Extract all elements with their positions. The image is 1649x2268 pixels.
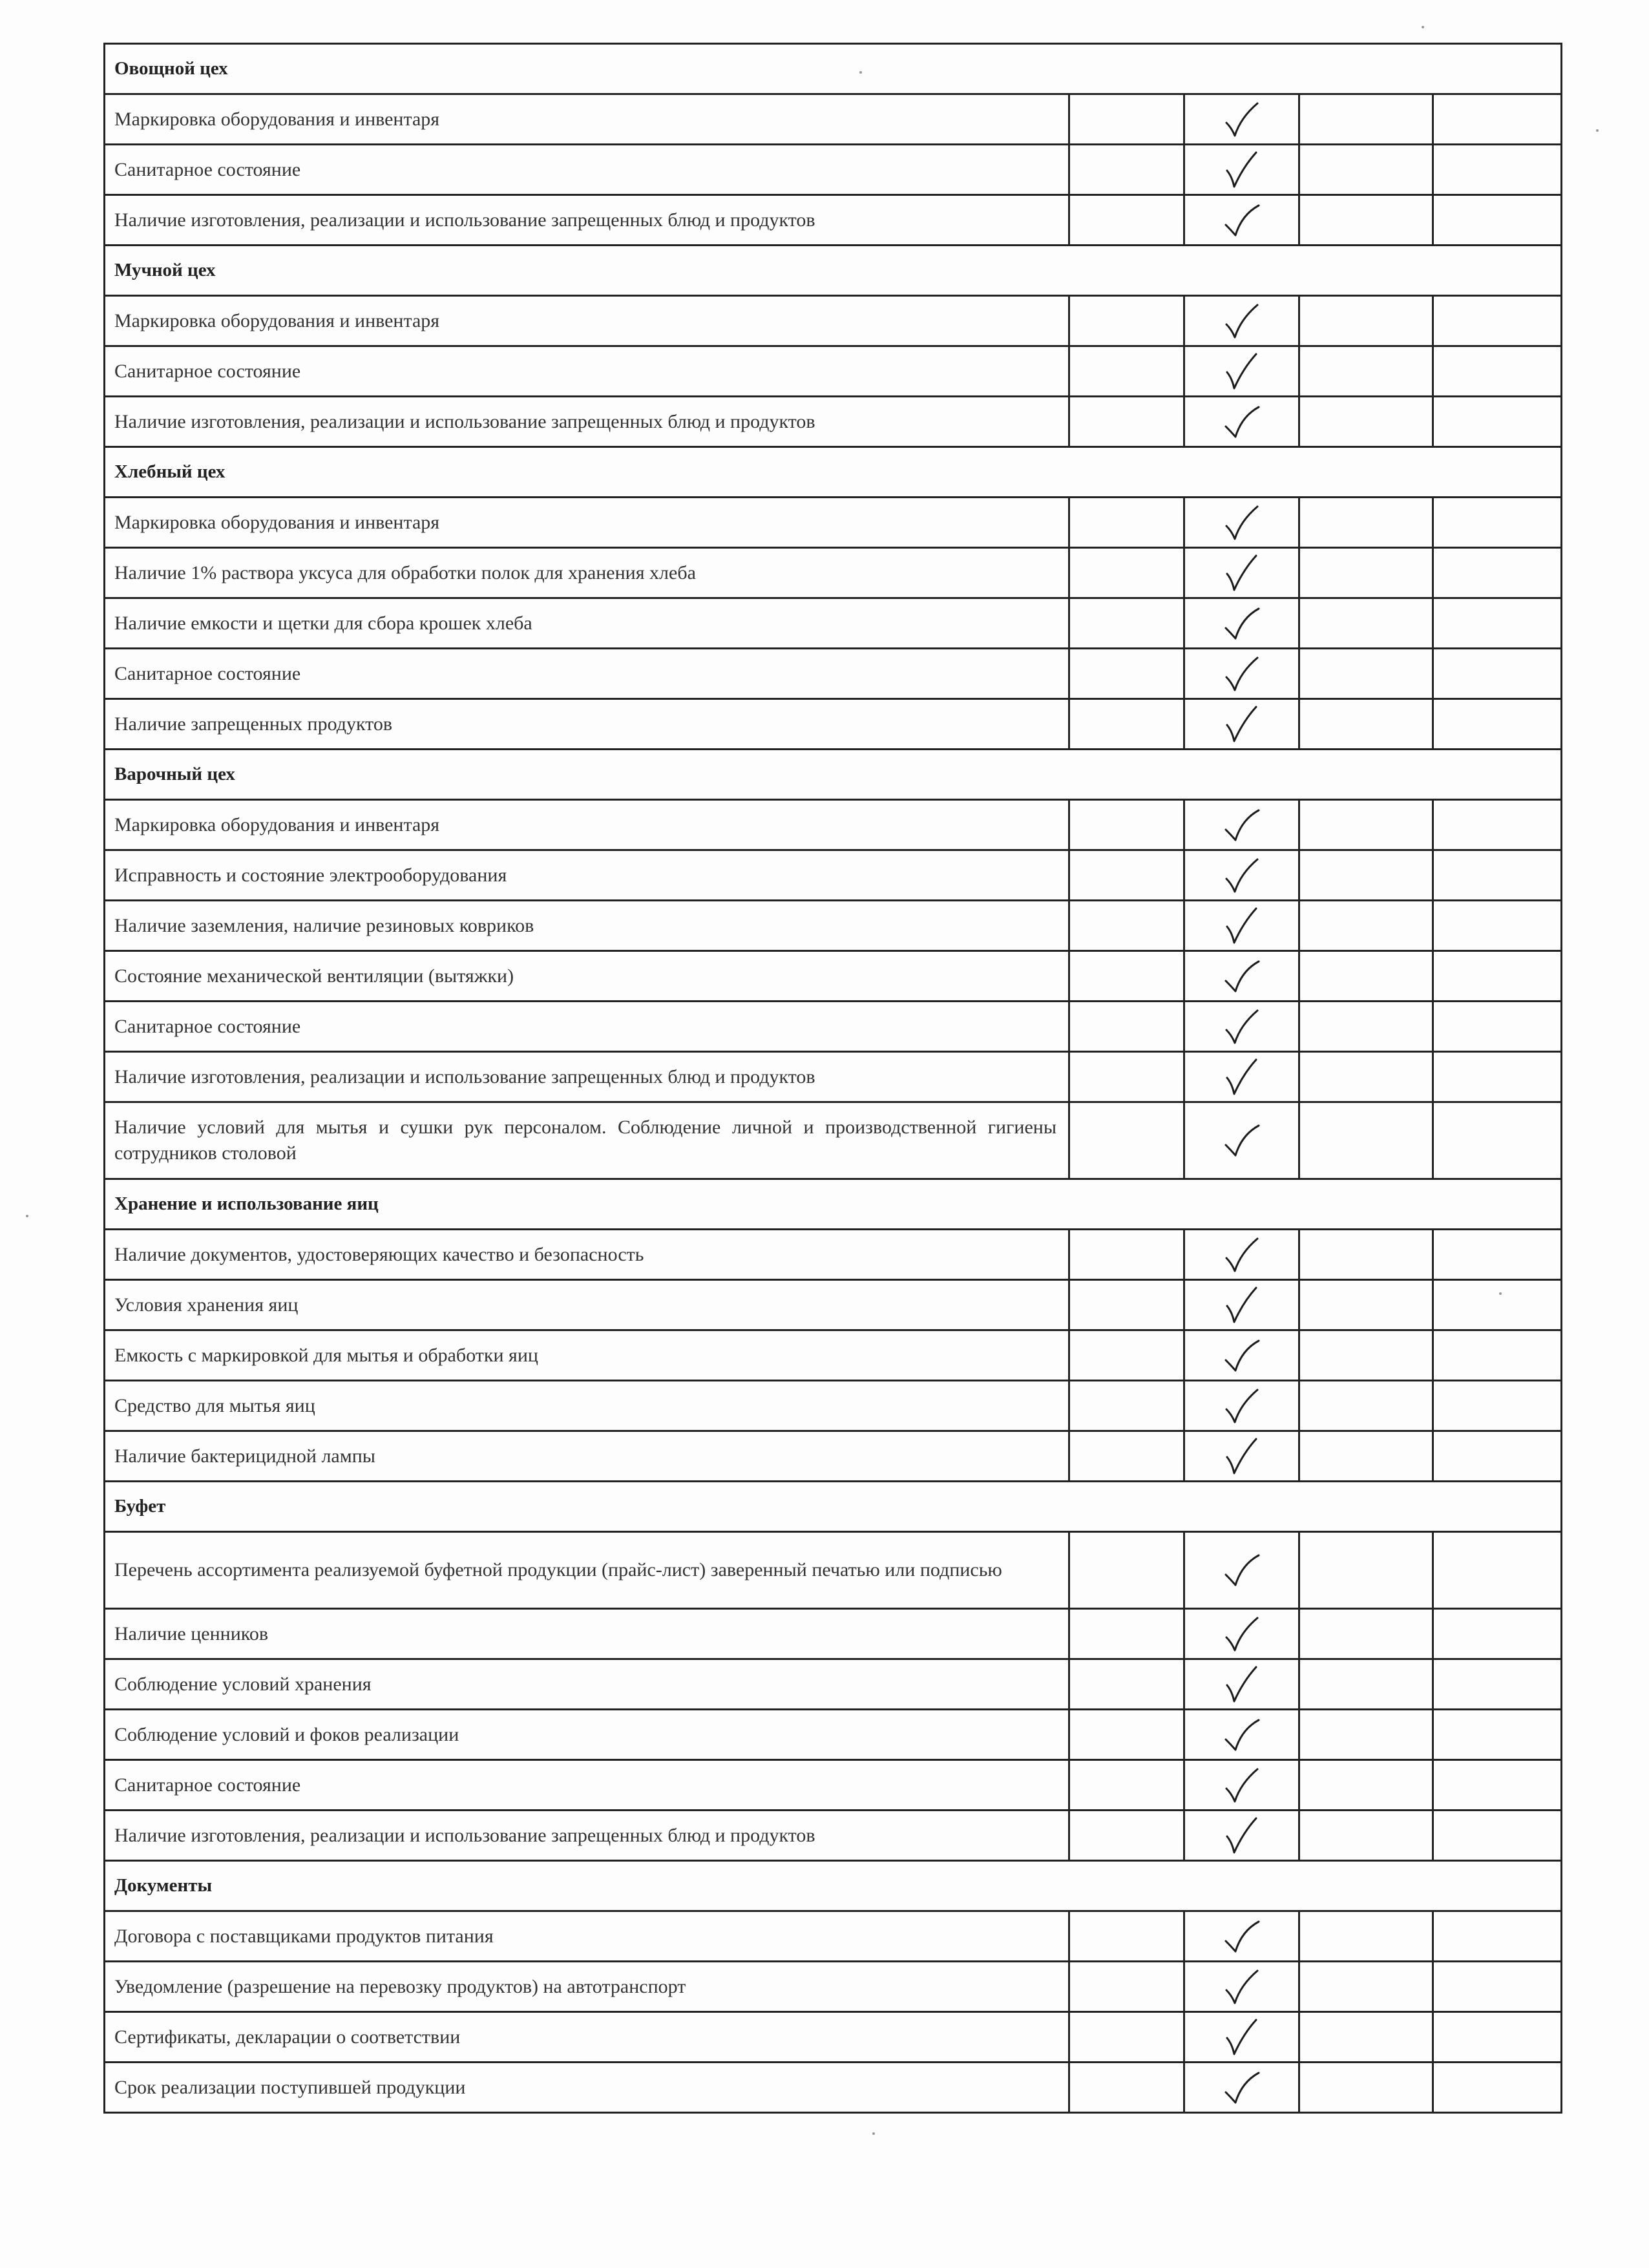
empty-cell[interactable]: [1069, 1330, 1184, 1381]
checklist-item-label: Исправность и состояние электрооборудования: [105, 850, 1069, 901]
checklist-item-label: Наличие изготовления, реализации и использование запрещенных блюд и продуктов: [105, 195, 1069, 246]
empty-cell[interactable]: [1433, 1911, 1562, 1962]
checklist-row: [105, 2063, 1562, 2113]
checklist-row: [105, 397, 1562, 447]
checklist-row: [105, 1330, 1562, 1381]
checklist-item-label: Наличие изготовления, реализации и использование запрещенных блюд и продуктов: [105, 1052, 1069, 1102]
checklist-item-label: Санитарное состояние: [105, 145, 1069, 195]
checklist-row: [105, 1760, 1562, 1811]
empty-cell[interactable]: [1069, 1052, 1184, 1102]
empty-cell[interactable]: [1299, 1532, 1433, 1609]
empty-cell[interactable]: [1433, 1811, 1562, 1861]
check-mark-icon: [1224, 1716, 1260, 1754]
check-mark-icon: [1224, 1438, 1260, 1475]
empty-cell[interactable]: [1299, 1609, 1433, 1659]
check-cell[interactable]: [1184, 1052, 1299, 1102]
check-mark-icon: [1224, 1387, 1260, 1425]
empty-cell[interactable]: [1433, 1760, 1562, 1811]
empty-cell[interactable]: [1069, 649, 1184, 699]
empty-cell[interactable]: [1069, 1609, 1184, 1659]
empty-cell[interactable]: [1299, 145, 1433, 195]
empty-cell[interactable]: [1433, 346, 1562, 397]
checklist-item-label: Договора с поставщиками продуктов питания: [105, 1911, 1069, 1962]
check-mark-icon: [1224, 2019, 1260, 2056]
check-cell[interactable]: [1184, 901, 1299, 951]
checklist-item-label: Состояние механической вентиляции (вытяжки): [105, 951, 1069, 1002]
checklist-item-label: Наличие условий для мытья и сушки рук персоналом. Соблюдение личной и производственной гигиены сотрудников столовой: [105, 1102, 1069, 1179]
empty-cell[interactable]: [1299, 94, 1433, 145]
empty-cell[interactable]: [1069, 296, 1184, 346]
empty-cell[interactable]: [1299, 498, 1433, 548]
empty-cell[interactable]: [1069, 1962, 1184, 2012]
checklist-item-label: Уведомление (разрешение на перевозку продуктов) на автотранспорт: [105, 1962, 1069, 2012]
section-title: Мучной цех: [105, 246, 1562, 296]
empty-cell[interactable]: [1069, 1381, 1184, 1431]
empty-cell[interactable]: [1069, 699, 1184, 750]
section-header-row: [105, 246, 1562, 296]
empty-cell[interactable]: [1299, 1811, 1433, 1861]
empty-cell[interactable]: [1433, 1330, 1562, 1381]
check-mark-icon: [1224, 101, 1260, 138]
empty-cell[interactable]: [1069, 94, 1184, 145]
checklist-row: [105, 1102, 1562, 1179]
empty-cell[interactable]: [1069, 2063, 1184, 2113]
checklist-item-label: Наличие бактерицидной лампы: [105, 1431, 1069, 1482]
check-mark-icon: [1224, 1767, 1260, 1804]
empty-cell[interactable]: [1069, 1710, 1184, 1760]
check-cell[interactable]: [1184, 1381, 1299, 1431]
empty-cell[interactable]: [1299, 1102, 1433, 1179]
empty-cell[interactable]: [1069, 2012, 1184, 2063]
empty-cell[interactable]: [1299, 1911, 1433, 1962]
section-title: Хлебный цех: [105, 447, 1562, 498]
check-mark-icon: [1224, 151, 1260, 189]
check-mark-icon: [1224, 2069, 1260, 2106]
empty-cell[interactable]: [1299, 2012, 1433, 2063]
empty-cell[interactable]: [1433, 195, 1562, 246]
checklist-item-label: Маркировка оборудования и инвентаря: [105, 498, 1069, 548]
check-cell[interactable]: [1184, 1911, 1299, 1962]
empty-cell[interactable]: [1433, 1280, 1562, 1330]
check-mark-icon: [1224, 958, 1260, 995]
empty-cell[interactable]: [1433, 598, 1562, 649]
empty-cell[interactable]: [1069, 850, 1184, 901]
empty-cell[interactable]: [1433, 699, 1562, 750]
scan-speck: [1422, 26, 1424, 28]
checklist-row: [105, 1230, 1562, 1280]
empty-cell[interactable]: [1299, 1002, 1433, 1052]
empty-cell[interactable]: [1433, 2063, 1562, 2113]
check-mark-icon: [1224, 1615, 1260, 1653]
checklist-row: [105, 195, 1562, 246]
checklist-item-label: Средство для мытья яиц: [105, 1381, 1069, 1431]
checklist-item-label: Санитарное состояние: [105, 649, 1069, 699]
empty-cell[interactable]: [1299, 850, 1433, 901]
checklist-row: [105, 1532, 1562, 1609]
check-cell[interactable]: [1184, 2063, 1299, 2113]
scan-speck: [1499, 1292, 1502, 1295]
section-title: Овощной цех: [105, 44, 1562, 94]
empty-cell[interactable]: [1299, 901, 1433, 951]
empty-cell[interactable]: [1433, 649, 1562, 699]
check-cell[interactable]: [1184, 1532, 1299, 1609]
section-title: Документы: [105, 1861, 1562, 1911]
empty-cell[interactable]: [1069, 346, 1184, 397]
checklist-row: [105, 346, 1562, 397]
check-cell[interactable]: [1184, 1330, 1299, 1381]
checklist-item-label: Санитарное состояние: [105, 1760, 1069, 1811]
check-cell[interactable]: [1184, 1609, 1299, 1659]
check-mark-icon: [1224, 1058, 1260, 1096]
checklist-item-label: Условия хранения яиц: [105, 1280, 1069, 1330]
empty-cell[interactable]: [1069, 195, 1184, 246]
empty-cell[interactable]: [1433, 1102, 1562, 1179]
checklist-row: [105, 800, 1562, 850]
empty-cell[interactable]: [1299, 1330, 1433, 1381]
check-mark-icon: [1224, 353, 1260, 390]
check-mark-icon: [1224, 554, 1260, 592]
empty-cell[interactable]: [1433, 1431, 1562, 1482]
checklist-row: [105, 1431, 1562, 1482]
checklist-row: [105, 145, 1562, 195]
section-header-row: [105, 750, 1562, 800]
empty-cell[interactable]: [1433, 1052, 1562, 1102]
scan-speck: [1596, 129, 1599, 132]
check-mark-icon: [1224, 1236, 1260, 1274]
check-cell[interactable]: [1184, 1280, 1299, 1330]
section-header-row: [105, 44, 1562, 94]
checklist-item-label: Емкость с маркировкой для мытья и обработки яиц: [105, 1330, 1069, 1381]
check-mark-icon: [1224, 907, 1260, 945]
check-mark-icon: [1224, 504, 1260, 541]
check-cell[interactable]: [1184, 195, 1299, 246]
checklist-item-label: Санитарное состояние: [105, 1002, 1069, 1052]
empty-cell[interactable]: [1433, 1659, 1562, 1710]
check-mark-icon: [1224, 403, 1260, 441]
section-header-row: [105, 1861, 1562, 1911]
empty-cell[interactable]: [1299, 1230, 1433, 1280]
empty-cell[interactable]: [1299, 1659, 1433, 1710]
empty-cell[interactable]: [1433, 951, 1562, 1002]
empty-cell[interactable]: [1433, 498, 1562, 548]
empty-cell[interactable]: [1299, 1710, 1433, 1760]
checklist-item-label: Сертификаты, декларации о соответствии: [105, 2012, 1069, 2063]
empty-cell[interactable]: [1433, 1962, 1562, 2012]
check-cell[interactable]: [1184, 699, 1299, 750]
inspection-checklist-table: [103, 43, 1562, 2114]
empty-cell[interactable]: [1299, 296, 1433, 346]
section-title: Варочный цех: [105, 750, 1562, 800]
scan-speck: [859, 71, 862, 74]
empty-cell[interactable]: [1433, 145, 1562, 195]
empty-cell[interactable]: [1069, 901, 1184, 951]
check-mark-icon: [1224, 1008, 1260, 1045]
empty-cell[interactable]: [1433, 94, 1562, 145]
empty-cell[interactable]: [1069, 1811, 1184, 1861]
check-cell[interactable]: [1184, 1659, 1299, 1710]
check-cell[interactable]: [1184, 498, 1299, 548]
empty-cell[interactable]: [1433, 1381, 1562, 1431]
empty-cell[interactable]: [1069, 598, 1184, 649]
check-cell[interactable]: [1184, 598, 1299, 649]
empty-cell[interactable]: [1299, 800, 1433, 850]
checklist-row: [105, 901, 1562, 951]
checklist-row: [105, 1710, 1562, 1760]
check-cell[interactable]: [1184, 1760, 1299, 1811]
section-header-row: [105, 447, 1562, 498]
check-mark-icon: [1224, 1286, 1260, 1324]
empty-cell[interactable]: [1069, 1659, 1184, 1710]
checklist-row: [105, 1962, 1562, 2012]
check-mark-icon: [1224, 302, 1260, 340]
check-cell[interactable]: [1184, 346, 1299, 397]
checklist-row: [105, 1659, 1562, 1710]
check-mark-icon: [1224, 1551, 1260, 1589]
check-cell[interactable]: [1184, 1811, 1299, 1861]
check-cell[interactable]: [1184, 800, 1299, 850]
empty-cell[interactable]: [1069, 1431, 1184, 1482]
empty-cell[interactable]: [1299, 1052, 1433, 1102]
empty-cell[interactable]: [1433, 1002, 1562, 1052]
checklist-item-label: Наличие ценников: [105, 1609, 1069, 1659]
empty-cell[interactable]: [1069, 145, 1184, 195]
checklist-row: [105, 649, 1562, 699]
empty-cell[interactable]: [1299, 1962, 1433, 2012]
section-header-row: [105, 1482, 1562, 1532]
check-cell[interactable]: [1184, 1962, 1299, 2012]
check-mark-icon: [1224, 202, 1260, 239]
empty-cell[interactable]: [1069, 548, 1184, 598]
scan-speck: [872, 2132, 875, 2135]
checklist-row: [105, 699, 1562, 750]
section-header-row: [105, 1179, 1562, 1230]
checklist-row: [105, 1811, 1562, 1861]
empty-cell[interactable]: [1299, 397, 1433, 447]
empty-cell[interactable]: [1433, 548, 1562, 598]
checklist-row: [105, 548, 1562, 598]
check-cell[interactable]: [1184, 397, 1299, 447]
empty-cell[interactable]: [1299, 649, 1433, 699]
check-cell[interactable]: [1184, 951, 1299, 1002]
checklist-row: [105, 1911, 1562, 1962]
empty-cell[interactable]: [1069, 1760, 1184, 1811]
check-mark-icon: [1224, 1337, 1260, 1374]
checklist-item-label: Наличие емкости и щетки для сбора крошек хлеба: [105, 598, 1069, 649]
checklist-row: [105, 498, 1562, 548]
check-mark-icon: [1224, 655, 1260, 693]
checklist-row: [105, 2012, 1562, 2063]
empty-cell[interactable]: [1299, 548, 1433, 598]
check-mark-icon: [1224, 857, 1260, 894]
empty-cell[interactable]: [1299, 951, 1433, 1002]
checklist-item-label: Наличие запрещенных продуктов: [105, 699, 1069, 750]
check-cell[interactable]: [1184, 1102, 1299, 1179]
empty-cell[interactable]: [1299, 1760, 1433, 1811]
check-cell[interactable]: [1184, 94, 1299, 145]
check-cell[interactable]: [1184, 850, 1299, 901]
empty-cell[interactable]: [1433, 1609, 1562, 1659]
checklist-row: [105, 1609, 1562, 1659]
empty-cell[interactable]: [1299, 346, 1433, 397]
check-mark-icon: [1224, 1968, 1260, 2006]
checklist-item-label: Наличие 1% раствора уксуса для обработки полок для хранения хлеба: [105, 548, 1069, 598]
checklist-item-label: Санитарное состояние: [105, 346, 1069, 397]
empty-cell[interactable]: [1069, 1280, 1184, 1330]
section-title: Хранение и использование яиц: [105, 1179, 1562, 1230]
check-mark-icon: [1224, 1122, 1260, 1159]
empty-cell[interactable]: [1299, 1280, 1433, 1330]
empty-cell[interactable]: [1433, 397, 1562, 447]
checklist-item-label: Наличие документов, удостоверяющих качество и безопасность: [105, 1230, 1069, 1280]
check-cell[interactable]: [1184, 649, 1299, 699]
check-mark-icon: [1224, 706, 1260, 743]
section-title: Буфет: [105, 1482, 1562, 1532]
check-mark-icon: [1224, 1666, 1260, 1703]
checklist-row: [105, 94, 1562, 145]
empty-cell[interactable]: [1433, 1532, 1562, 1609]
checklist-item-label: Маркировка оборудования и инвентаря: [105, 800, 1069, 850]
empty-cell[interactable]: [1069, 951, 1184, 1002]
checklist-row: [105, 1381, 1562, 1431]
empty-cell[interactable]: [1299, 1381, 1433, 1431]
empty-cell[interactable]: [1069, 1532, 1184, 1609]
empty-cell[interactable]: [1433, 296, 1562, 346]
empty-cell[interactable]: [1433, 1230, 1562, 1280]
checklist-item-label: Перечень ассортимента реализуемой буфетной продукции (прайс-лист) заверенный печатью или подписью: [105, 1532, 1069, 1609]
empty-cell[interactable]: [1299, 1431, 1433, 1482]
check-cell[interactable]: [1184, 145, 1299, 195]
check-cell[interactable]: [1184, 2012, 1299, 2063]
empty-cell[interactable]: [1069, 397, 1184, 447]
checklist-row: [105, 951, 1562, 1002]
checklist-item-label: Наличие изготовления, реализации и использование запрещенных блюд и продуктов: [105, 397, 1069, 447]
checklist-item-label: Соблюдение условий хранения: [105, 1659, 1069, 1710]
empty-cell[interactable]: [1433, 1710, 1562, 1760]
empty-cell[interactable]: [1069, 800, 1184, 850]
check-cell[interactable]: [1184, 1710, 1299, 1760]
empty-cell[interactable]: [1299, 598, 1433, 649]
scan-speck: [26, 1215, 28, 1217]
check-mark-icon: [1224, 806, 1260, 844]
empty-cell[interactable]: [1069, 1002, 1184, 1052]
empty-cell[interactable]: [1069, 498, 1184, 548]
check-cell[interactable]: [1184, 296, 1299, 346]
checklist-item-label: Наличие изготовления, реализации и использование запрещенных блюд и продуктов: [105, 1811, 1069, 1861]
empty-cell[interactable]: [1299, 2063, 1433, 2113]
empty-cell[interactable]: [1433, 901, 1562, 951]
checklist-item-label: Маркировка оборудования и инвентаря: [105, 94, 1069, 145]
empty-cell[interactable]: [1433, 2012, 1562, 2063]
checklist-row: [105, 296, 1562, 346]
checklist-row: [105, 1280, 1562, 1330]
check-mark-icon: [1224, 1817, 1260, 1854]
checklist-row: [105, 850, 1562, 901]
check-mark-icon: [1224, 1918, 1260, 1955]
check-cell[interactable]: [1184, 1230, 1299, 1280]
empty-cell[interactable]: [1069, 1102, 1184, 1179]
checklist-item-label: Соблюдение условий и фоков реализации: [105, 1710, 1069, 1760]
empty-cell[interactable]: [1433, 850, 1562, 901]
check-cell[interactable]: [1184, 1002, 1299, 1052]
empty-cell[interactable]: [1299, 195, 1433, 246]
check-mark-icon: [1224, 605, 1260, 642]
checklist-item-label: Маркировка оборудования и инвентаря: [105, 296, 1069, 346]
check-cell[interactable]: [1184, 1431, 1299, 1482]
checklist-item-label: Наличие заземления, наличие резиновых ковриков: [105, 901, 1069, 951]
empty-cell[interactable]: [1299, 699, 1433, 750]
checklist-row: [105, 1052, 1562, 1102]
empty-cell[interactable]: [1433, 800, 1562, 850]
checklist-row: [105, 598, 1562, 649]
empty-cell[interactable]: [1069, 1911, 1184, 1962]
checklist-item-label: Срок реализации поступившей продукции: [105, 2063, 1069, 2113]
check-cell[interactable]: [1184, 548, 1299, 598]
checklist-row: [105, 1002, 1562, 1052]
empty-cell[interactable]: [1069, 1230, 1184, 1280]
